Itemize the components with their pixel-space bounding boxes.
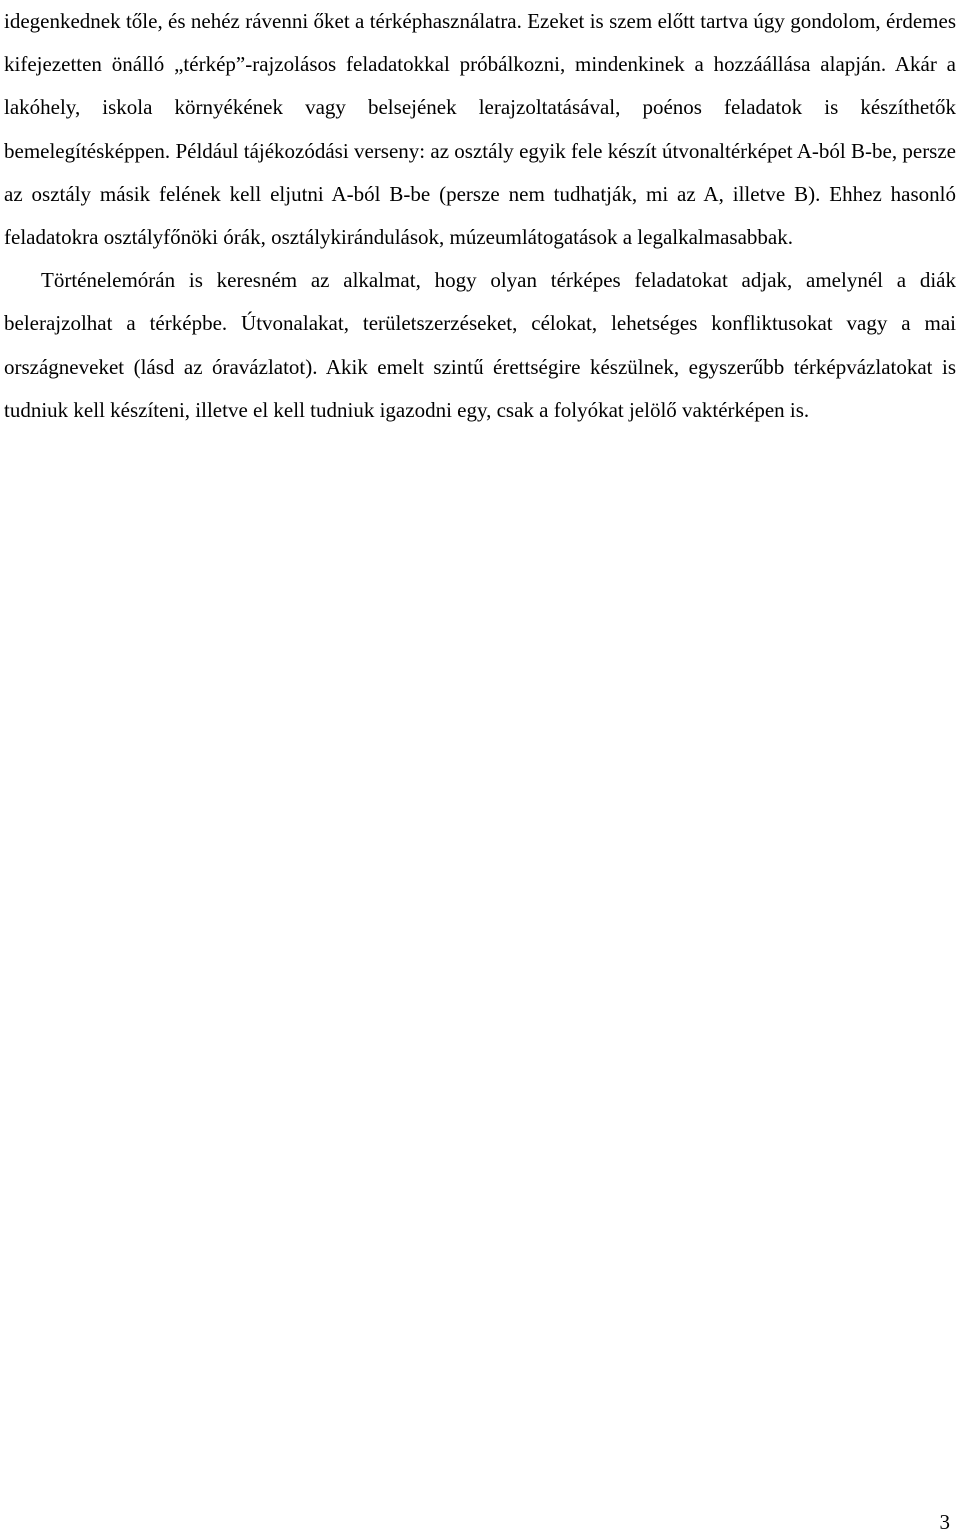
document-body (4, 0, 956, 432)
paragraph-1: idegenkednek tőle, és nehéz rávenni őket a térképhasználatra. Ezeket is szem előtt tartva úgy gondolom, érdemes kifejezetten önálló „térkép”-rajzolásos feladatokkal próbálkozni, mindenkinek a hozzáállása alapján. Akár a lakóhely, iskola környékének vagy belsejének lerajzoltatásával, poénos feladatok is készíthetők bemelegítésképpen. Például tájékozódási verseny: az osztály egyik fele készít útvonaltérképet A-ból B-be, persze az osztály másik felének kell eljutni A-ból B-be (persze nem tudhatják, mi az A, illetve B). Ehhez hasonló feladatokra osztályfőnöki órák, osztálykirándulások, múzeumlátogatások a legalkalmasabbak. (4, 9, 956, 250)
page-number: 3 (939, 1510, 950, 1534)
paragraph-2: Történelemórán is keresném az alkalmat, hogy olyan térképes feladatokat adjak, amelynél a diák belerajzolhat a térképbe. Útvonalakat, területszerzéseket, célokat, lehetséges konfliktusokat vagy a mai országneveket (lásd az óravázlatot). Akik emelt szintű érettségire készülnek, egyszerűbb térképvázlatokat is tudniuk kell készíteni, illetve el kell tudniuk igazodni egy, csak a folyókat jelölő vaktérképen is. (4, 268, 956, 422)
